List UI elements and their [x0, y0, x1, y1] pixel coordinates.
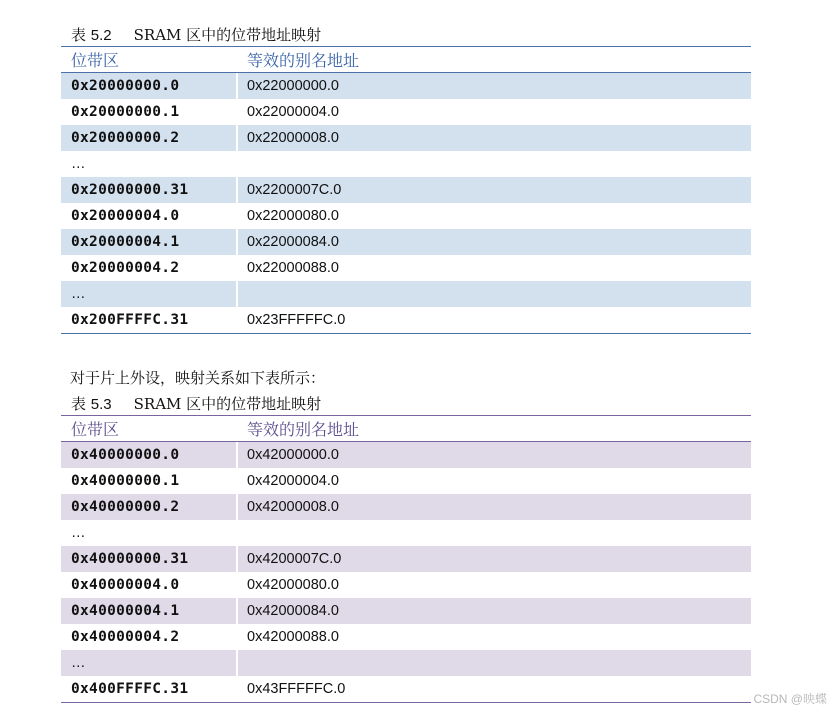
ellipsis-cell: …: [71, 156, 86, 172]
table-row: [61, 546, 751, 572]
table-row: [61, 650, 751, 676]
caption-label: 表: [71, 26, 87, 44]
header-bitband: 位带区: [71, 51, 120, 70]
alias-cell: 0x42000080.0: [247, 577, 339, 593]
bitband-cell: 0x20000000.0: [71, 78, 180, 94]
alias-cell: 0x42000000.0: [236, 442, 751, 468]
table-row: [61, 203, 751, 229]
ellipsis-cell: …: [71, 525, 86, 541]
table-row: [61, 281, 751, 307]
table-row: [61, 125, 751, 151]
table-caption: [61, 393, 751, 415]
alias-cell: 0x42000004.0: [247, 473, 339, 489]
table-row: [61, 99, 751, 125]
bitband-cell: 0x40000000.2: [71, 499, 180, 515]
caption-label: 表: [71, 395, 87, 413]
alias-cell: 0x22000084.0: [236, 229, 751, 255]
alias-cell: 0x22000080.0: [247, 208, 339, 224]
table-row: [61, 624, 751, 650]
table-row: [61, 572, 751, 598]
alias-cell: 0x43FFFFFC.0: [247, 681, 346, 697]
bitband-cell: 0x40000004.1: [71, 603, 180, 619]
alias-cell: 0x22000000.0: [236, 73, 751, 99]
alias-cell: [236, 281, 751, 307]
alias-cell: 0x42000008.0: [236, 494, 751, 520]
bitband-cell: 0x200FFFFC.31: [71, 312, 189, 328]
bitband-cell: 0x20000004.0: [71, 208, 180, 224]
table-row: [61, 73, 751, 99]
bitband-cell: 0x20000000.31: [71, 182, 189, 198]
bitband-cell: 0x40000000.1: [71, 473, 180, 489]
bitband-cell: 0x40000004.0: [71, 577, 180, 593]
alias-cell: [236, 520, 751, 546]
table-row: [61, 307, 751, 333]
table-row: [61, 676, 751, 702]
table-row: [61, 494, 751, 520]
table-row: [61, 442, 751, 468]
table-header: [61, 46, 751, 73]
alias-cell: 0x22000008.0: [236, 125, 751, 151]
alias-cell: 0x22000004.0: [247, 104, 339, 120]
table-row: [61, 177, 751, 203]
caption-number: 5.3: [90, 396, 112, 413]
table-row: [61, 598, 751, 624]
bitband-cell: 0x20000004.1: [71, 234, 180, 250]
table-row: [61, 255, 751, 281]
mapping-table: [61, 46, 751, 334]
table-header: [61, 415, 751, 442]
watermark: CSDN @映蝶: [753, 692, 827, 706]
bitband-cell: 0x20000000.1: [71, 104, 180, 120]
table-caption: [61, 24, 751, 46]
alias-cell: 0x22000088.0: [247, 260, 339, 276]
alias-cell: 0x4200007C.0: [236, 546, 751, 572]
alias-cell: 0x42000084.0: [236, 598, 751, 624]
header-bitband: 位带区: [71, 420, 120, 439]
bitband-cell: 0x20000000.2: [71, 130, 180, 146]
table-row: [61, 468, 751, 494]
ellipsis-cell: …: [71, 286, 86, 302]
bitband-cell: 0x40000004.2: [71, 629, 180, 645]
alias-cell: [236, 650, 751, 676]
table-row: [61, 151, 751, 177]
alias-cell: 0x42000088.0: [247, 629, 339, 645]
caption-number: 5.2: [90, 27, 112, 44]
table-bottom-rule: [61, 702, 751, 703]
caption-title: SRAM 区中的位带地址映射: [133, 26, 322, 44]
bitband-cell: 0x20000004.2: [71, 260, 180, 276]
table-row: [61, 229, 751, 255]
table-row: [61, 520, 751, 546]
mapping-table: [61, 415, 751, 703]
header-alias: 等效的别名地址: [247, 420, 360, 439]
bitband-cell: 0x400FFFFC.31: [71, 681, 189, 697]
alias-cell: [236, 151, 751, 177]
ellipsis-cell: …: [71, 655, 86, 671]
table-5-2: [61, 24, 751, 334]
header-alias: 等效的别名地址: [247, 51, 360, 70]
intro-paragraph: 对于片上外设，映射关系如下表所示：: [70, 369, 326, 387]
alias-cell: 0x23FFFFFC.0: [247, 312, 346, 328]
caption-title: SRAM 区中的位带地址映射: [133, 395, 322, 413]
bitband-cell: 0x40000000.31: [71, 551, 189, 567]
table-5-3: [61, 393, 751, 703]
table-bottom-rule: [61, 333, 751, 334]
bitband-cell: 0x40000000.0: [71, 447, 180, 463]
alias-cell: 0x2200007C.0: [236, 177, 751, 203]
